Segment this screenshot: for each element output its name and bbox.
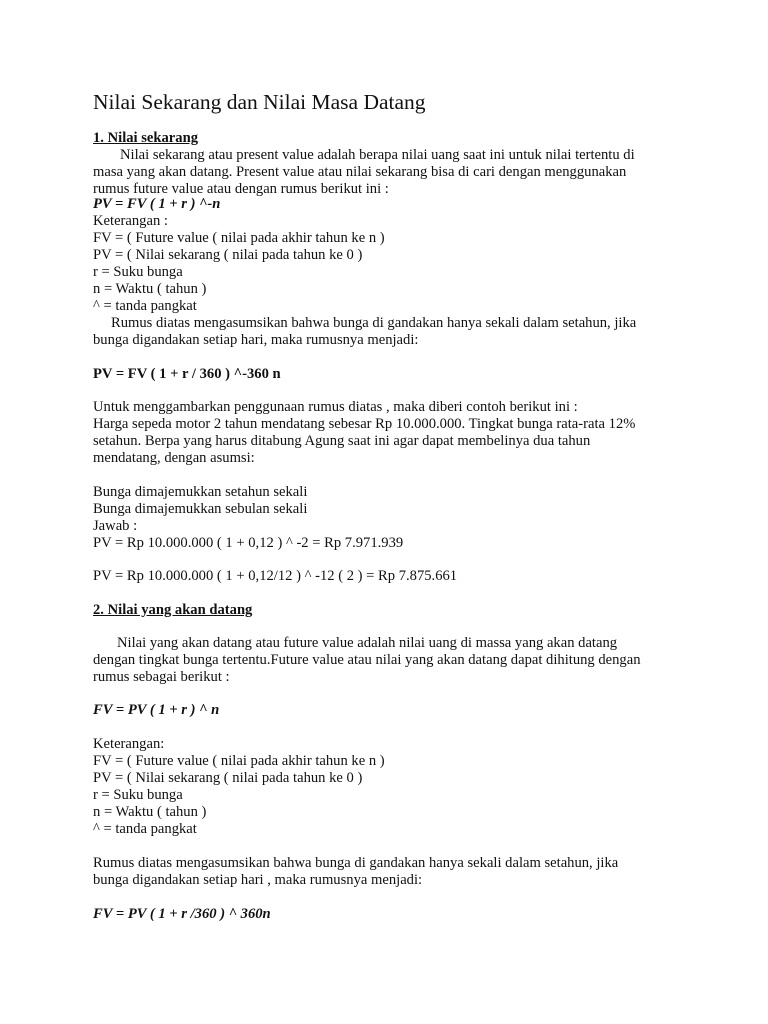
formula-pv: PV = FV ( 1 + r ) ^-n [93,196,221,212]
paragraph-line: dengan tingkat bunga tertentu.Future value atau nilai yang akan datang dapat dihitung dengan [93,652,641,668]
paragraph-line: Nilai yang akan datang atau future value adalah nilai uang di massa yang akan datang [117,635,618,651]
paragraph-line: Harga sepeda motor 2 tahun mendatang sebesar Rp 10.000.000. Tingkat bunga rata-rata 12% [93,416,636,432]
keterangan-line: Keterangan : [93,213,168,229]
paragraph-line: setahun. Berpa yang harus ditabung Agung saat ini agar dapat membelinya dua tahun [93,433,591,449]
paragraph-line: bunga digandakan setiap hari, maka rumusnya menjadi: [93,332,419,348]
answer-line: PV = Rp 10.000.000 ( 1 + 0,12 ) ^ -2 = Rp 7.971.939 [93,535,404,551]
keterangan-line: FV = ( Future value ( nilai pada akhir tahun ke n ) [93,753,385,769]
paragraph-line: mendatang, dengan asumsi: [93,450,255,466]
keterangan-line: Keterangan: [93,736,165,752]
keterangan-line: r = Suku bunga [93,264,183,280]
keterangan-line: r = Suku bunga [93,787,183,803]
paragraph-line: Rumus diatas mengasumsikan bahwa bunga di gandakan hanya sekali dalam setahun, jika [93,855,619,871]
paragraph-line: Jawab : [93,518,138,534]
paragraph-line: Bunga dimajemukkan sebulan sekali [93,501,308,517]
paragraph-line: Rumus diatas mengasumsikan bahwa bunga di gandakan hanya sekali dalam setahun, jika [111,315,637,331]
paragraph-line: rumus sebagai berikut : [93,669,230,685]
paragraph-line: Nilai sekarang atau present value adalah berapa nilai uang saat ini untuk nilai tertentu di [120,147,635,163]
paragraph-line: bunga digandakan setiap hari , maka rumusnya menjadi: [93,872,423,888]
section-heading-nilai-sekarang: 1. Nilai sekarang [93,130,198,146]
paragraph-line: Bunga dimajemukkan setahun sekali [93,484,308,500]
formula-fv-daily: FV = PV ( 1 + r /360 ) ^ 360n [93,906,271,922]
keterangan-line: FV = ( Future value ( nilai pada akhir tahun ke n ) [93,230,385,246]
paragraph-line: masa yang akan datang. Present value atau nilai sekarang bisa di cari dengan menggunakan [93,164,627,180]
paragraph-line: rumus future value atau dengan rumus berikut ini : [93,181,389,197]
formula-pv-daily: PV = FV ( 1 + r / 360 ) ^-360 n [93,366,281,382]
keterangan-line: ^ = tanda pangkat [93,821,197,837]
formula-fv: FV = PV ( 1 + r ) ^ n [93,702,220,718]
answer-line: PV = Rp 10.000.000 ( 1 + 0,12/12 ) ^ -12 ( 2 ) = Rp 7.875.661 [93,568,458,584]
keterangan-line: PV = ( Nilai sekarang ( nilai pada tahun ke 0 ) [93,247,363,263]
section-heading-nilai-akan-datang: 2. Nilai yang akan datang [93,602,253,618]
keterangan-line: ^ = tanda pangkat [93,298,197,314]
keterangan-line: PV = ( Nilai sekarang ( nilai pada tahun ke 0 ) [93,770,363,786]
keterangan-line: n = Waktu ( tahun ) [93,281,207,297]
paragraph-line: Untuk menggambarkan penggunaan rumus diatas , maka diberi contoh berikut ini : [93,399,578,415]
keterangan-line: n = Waktu ( tahun ) [93,804,207,820]
page-title: Nilai Sekarang dan Nilai Masa Datang [93,90,426,114]
